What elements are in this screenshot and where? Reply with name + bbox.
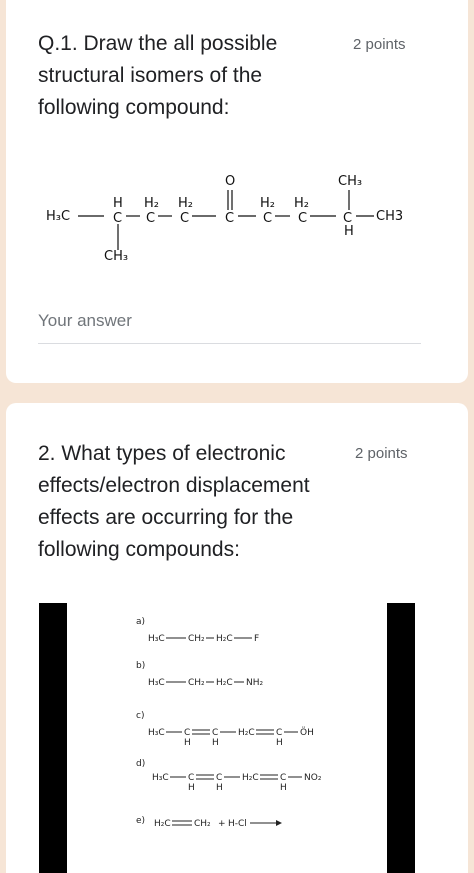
- c1: C: [113, 211, 123, 226]
- c-p1: H₃C: [148, 728, 165, 738]
- label-a: a): [136, 617, 146, 627]
- ch3-right: CH3: [376, 209, 404, 224]
- c-p2: C: [184, 728, 191, 738]
- c-p5h: H: [276, 738, 283, 748]
- d-p5: C: [280, 773, 287, 783]
- c2: C: [146, 211, 156, 226]
- d-p6: NO₂: [304, 773, 322, 783]
- question-card-2: [6, 403, 468, 873]
- h-above-1: H: [113, 196, 123, 211]
- c7: C: [343, 211, 353, 226]
- b-p2: CH₂: [188, 678, 205, 688]
- d-p2: C: [188, 773, 195, 783]
- a-p4: F: [254, 634, 260, 644]
- d-p1: H₃C: [152, 773, 169, 783]
- d-p3: C: [216, 773, 223, 783]
- question-2-points: 2 points: [355, 445, 408, 462]
- c-p2h: H: [184, 738, 191, 748]
- label-c: c): [136, 711, 145, 721]
- e-plus: +: [218, 819, 226, 829]
- c-p4: H₂C: [238, 728, 255, 738]
- black-bar-left: [39, 603, 67, 873]
- d-p2h: H: [188, 783, 195, 793]
- question-1-title-line-3: following compound:: [38, 96, 230, 119]
- c-p6: ÖH: [300, 728, 314, 738]
- question-2-title-line-4: following compounds:: [38, 538, 240, 561]
- label-b: b): [136, 661, 146, 671]
- h-below-7: H: [344, 224, 354, 239]
- d-p4: H₂C: [242, 773, 259, 783]
- label-d: d): [136, 759, 146, 769]
- a-p3: H₂C: [216, 634, 233, 644]
- c3: C: [180, 211, 190, 226]
- c-p5: C: [276, 728, 283, 738]
- h2-3: H₂: [178, 196, 193, 211]
- question-1-structure: [6, 160, 468, 290]
- h3c-left: H₃C: [46, 209, 71, 224]
- label-e: e): [136, 816, 146, 826]
- question-2-title-line-1: 2. What types of electronic: [38, 442, 286, 465]
- b-p1: H₃C: [148, 678, 165, 688]
- o-above-4: O: [225, 174, 236, 189]
- answer-placeholder: Your answer: [38, 311, 132, 330]
- c4: C: [225, 211, 235, 226]
- question-2-compounds: [126, 608, 426, 868]
- question-2-title-line-3: effects are occurring for the: [38, 506, 294, 529]
- arrow-icon: [276, 820, 282, 826]
- a-p1: H₃C: [148, 634, 165, 644]
- question-1-title-line-2: structural isomers of the: [38, 64, 263, 87]
- ch3-below-1: CH₃: [104, 249, 129, 264]
- a-p2: CH₂: [188, 634, 205, 644]
- c-p3h: H: [212, 738, 219, 748]
- question-card-1: [6, 0, 468, 383]
- e-p3: H-Cl: [228, 819, 247, 829]
- d-p3h: H: [216, 783, 223, 793]
- e-p1: H₂C: [154, 819, 171, 829]
- b-p3: H₂C: [216, 678, 233, 688]
- question-2-title-line-2: effects/electron displacement: [38, 474, 310, 497]
- h2-5: H₂: [260, 196, 275, 211]
- e-p2: CH₂: [194, 819, 211, 829]
- h2-6: H₂: [294, 196, 309, 211]
- ch3-above-7: CH₃: [338, 174, 363, 189]
- c6: C: [298, 211, 308, 226]
- question-1-title-line-1: Q.1. Draw the all possible: [38, 32, 278, 55]
- answer-input[interactable]: [38, 303, 421, 344]
- b-p4: NH₂: [246, 678, 264, 688]
- question-1-points: 2 points: [353, 36, 406, 53]
- d-p5h: H: [280, 783, 287, 793]
- c5: C: [263, 211, 273, 226]
- h2-2: H₂: [144, 196, 159, 211]
- c-p3: C: [212, 728, 219, 738]
